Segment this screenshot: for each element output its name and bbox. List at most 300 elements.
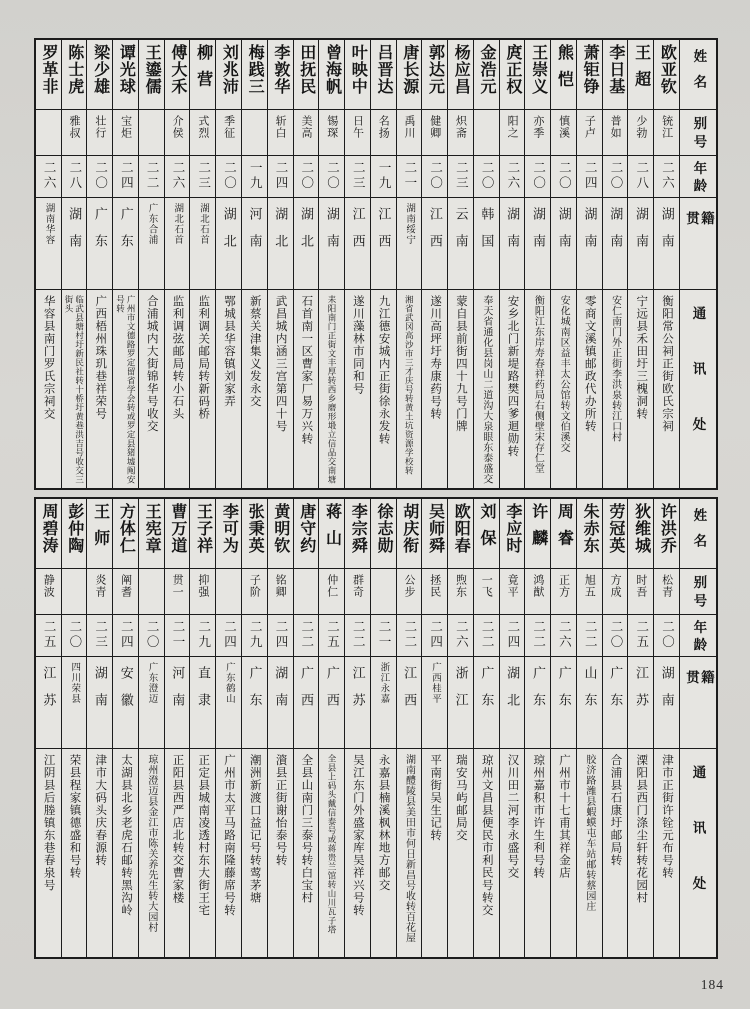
alias-text: 介侯	[171, 115, 184, 139]
name-cell	[654, 40, 679, 110]
name-text: 王鎏儒	[143, 44, 161, 95]
name-cell	[525, 499, 550, 569]
age-cell	[165, 615, 190, 657]
alias-cell	[165, 569, 190, 615]
age-cell	[268, 615, 293, 657]
native-text: 四川荣县	[69, 662, 80, 704]
name-text: 刘保	[478, 503, 496, 556]
native-text: 河南	[170, 666, 186, 720]
name-cell	[397, 499, 422, 569]
address-text: 湖南醴陵县美田市何日新昌号收转百花屋	[403, 754, 415, 943]
native-text: 湖南绥宁	[404, 203, 415, 245]
age-cell	[242, 615, 267, 657]
address-cell	[371, 749, 396, 957]
native-cell	[551, 657, 576, 749]
name-text: 曾海帆	[323, 44, 341, 95]
age-text: 二〇	[145, 620, 160, 650]
alias-text: 群奇	[351, 574, 364, 598]
alias-cell	[190, 569, 215, 615]
directory-table-top	[34, 38, 718, 490]
alias-cell	[113, 110, 138, 156]
name-cell	[551, 499, 576, 569]
age-text: 二三	[93, 620, 108, 650]
entry-column	[396, 40, 422, 488]
name-text: 方体仁	[117, 503, 135, 554]
age-cell	[577, 156, 602, 198]
alias-text: 壮行	[93, 115, 106, 139]
address-cell	[371, 290, 396, 488]
address-text: 太湖县北乡老虎石邮转黑沟岭	[119, 754, 132, 917]
native-cell	[654, 657, 679, 749]
address-cell	[139, 290, 164, 488]
native-text: 湖北	[273, 207, 289, 261]
entry-column	[421, 499, 447, 957]
address-cell	[654, 290, 679, 488]
name-text: 王超	[632, 44, 650, 97]
alias-text: 煦东	[454, 574, 467, 598]
alias-text: 铭卿	[274, 574, 287, 598]
name-cell	[319, 40, 344, 110]
address-cell	[113, 290, 138, 488]
alias-text: 仲仁	[325, 574, 338, 598]
alias-text: 美高	[299, 115, 312, 139]
native-text: 江西	[350, 207, 366, 261]
alias-cell	[654, 110, 679, 156]
header-column	[679, 40, 716, 488]
name-cell	[36, 499, 61, 569]
native-cell	[500, 198, 525, 290]
entry-column	[576, 499, 602, 957]
age-text: 二五	[634, 620, 649, 650]
entry-column	[550, 40, 576, 488]
alias-cell	[139, 569, 164, 615]
entry-column	[189, 499, 215, 957]
native-text: 山东	[582, 666, 598, 720]
name-cell	[628, 40, 653, 110]
name-cell	[474, 499, 499, 569]
native-text: 湖南华容	[43, 203, 54, 245]
native-cell	[603, 657, 628, 749]
native-cell	[268, 657, 293, 749]
address-text: 荣县程家镇德盛和号转	[68, 754, 81, 879]
alias-text: 炽斋	[454, 115, 467, 139]
name-text: 周碧涛	[40, 503, 58, 554]
native-text: 湖北石首	[198, 203, 209, 245]
alias-text: 普如	[609, 115, 622, 139]
address-text: 广州市文德路罗定留省学会转或罗定县猪墟阄安号转	[115, 295, 137, 484]
native-text: 广东	[479, 666, 495, 720]
address-cell	[474, 290, 499, 488]
address-text: 津市正街许铨元布号转	[661, 754, 674, 879]
address-cell	[551, 290, 576, 488]
entry-column	[524, 40, 550, 488]
native-text: 湖南	[556, 207, 572, 261]
native-cell	[525, 657, 550, 749]
alias-cell	[603, 110, 628, 156]
age-text: 二三	[196, 161, 211, 191]
entry-column	[61, 40, 87, 488]
age-text: 二〇	[299, 161, 314, 191]
address-text: 琼州澄迈县金江市陈关养先生转大园村	[145, 754, 157, 933]
age-text: 二一	[377, 620, 392, 650]
entry-column	[86, 40, 112, 488]
address-cell	[500, 749, 525, 957]
alias-cell	[319, 569, 344, 615]
alias-cell	[216, 569, 241, 615]
age-cell	[87, 156, 112, 198]
native-cell	[294, 198, 319, 290]
age-text: 二四	[583, 161, 598, 191]
native-text: 广东	[608, 666, 624, 720]
age-cell	[113, 615, 138, 657]
entry-column	[653, 499, 679, 957]
age-text: 二二	[583, 620, 598, 650]
address-cell	[165, 749, 190, 957]
address-text: 永嘉县楠溪枫林地方邮交	[377, 754, 390, 892]
native-text: 江西	[427, 207, 443, 261]
alias-text: 竟平	[506, 574, 519, 598]
name-cell	[216, 40, 241, 110]
entry-column	[267, 40, 293, 488]
address-cell	[500, 290, 525, 488]
name-cell	[165, 499, 190, 569]
address-text: 新蔡关津集义发永交	[248, 295, 261, 408]
native-cell	[654, 198, 679, 290]
entry-column	[36, 40, 61, 488]
name-cell	[345, 40, 370, 110]
alias-cell	[36, 569, 61, 615]
native-cell	[216, 198, 241, 290]
name-text: 胡庆衔	[400, 503, 418, 554]
name-text: 王崇义	[529, 44, 547, 95]
age-text: 二二	[531, 620, 546, 650]
name-cell	[371, 499, 396, 569]
age-text: 二六	[660, 161, 675, 191]
name-text: 李敦华	[271, 44, 289, 95]
address-text: 潮洲新渡口益记号转莺茅塘	[248, 754, 261, 904]
address-cell	[628, 749, 653, 957]
age-cell	[448, 156, 473, 198]
alias-cell	[62, 569, 87, 615]
address-text: 全县山南门三泰号转白宝村	[300, 754, 313, 904]
native-cell	[319, 657, 344, 749]
alias-cell	[628, 110, 653, 156]
alias-cell	[371, 110, 396, 156]
age-text: 二四	[119, 620, 134, 650]
name-cell	[242, 40, 267, 110]
name-cell	[139, 40, 164, 110]
age-cell	[62, 156, 87, 198]
age-text: 二〇	[93, 161, 108, 191]
native-cell	[345, 657, 370, 749]
alias-cell	[113, 569, 138, 615]
name-text: 熊恺	[555, 44, 573, 97]
name-cell	[268, 499, 293, 569]
alias-text: 方成	[609, 574, 622, 598]
name-text: 萧钜铮	[581, 44, 599, 95]
native-cell	[345, 198, 370, 290]
name-cell	[654, 499, 679, 569]
name-text: 柳营	[194, 44, 212, 97]
native-text: 湖北石首	[172, 203, 183, 245]
alias-cell	[577, 569, 602, 615]
age-text: 二八	[67, 161, 82, 191]
name-text: 徐志勋	[374, 503, 392, 554]
native-cell	[448, 657, 473, 749]
alias-text: 锡琛	[325, 115, 338, 139]
name-cell	[87, 40, 112, 110]
native-text: 湖南	[582, 207, 598, 261]
name-cell	[87, 499, 112, 569]
header-age-cell	[680, 615, 716, 657]
native-text: 湖南	[67, 207, 83, 261]
age-cell	[500, 615, 525, 657]
native-cell	[165, 198, 190, 290]
alias-text: 少勃	[634, 115, 647, 139]
entry-column	[524, 499, 550, 957]
entry-column	[653, 40, 679, 488]
name-cell	[500, 40, 525, 110]
entry-column	[164, 499, 190, 957]
entry-column	[602, 40, 628, 488]
address-text: 瑞安马屿邮局交	[454, 754, 467, 842]
entry-column	[550, 499, 576, 957]
entry-column	[473, 40, 499, 488]
alias-cell	[551, 569, 576, 615]
address-cell	[525, 290, 550, 488]
page-number: 184	[700, 977, 724, 992]
age-cell	[216, 156, 241, 198]
alias-cell	[36, 110, 61, 156]
entry-column	[215, 40, 241, 488]
address-cell	[36, 290, 61, 488]
native-cell	[242, 198, 267, 290]
address-cell	[242, 749, 267, 957]
native-text: 湖南	[505, 207, 521, 261]
name-cell	[577, 499, 602, 569]
age-text: 二〇	[531, 161, 546, 191]
native-text: 湖南	[634, 207, 649, 261]
native-cell	[139, 657, 164, 749]
name-text: 梅践三	[246, 44, 264, 95]
name-text: 李可为	[220, 503, 238, 554]
address-text: 鄂城县华容镇刘家弄	[223, 295, 236, 408]
native-text: 广东	[92, 207, 108, 261]
alias-cell	[525, 110, 550, 156]
native-text: 广东	[530, 666, 546, 720]
header-native-label: 籍贯	[684, 211, 714, 253]
entry-column	[86, 499, 112, 957]
native-cell	[242, 657, 267, 749]
address-cell	[448, 290, 473, 488]
age-text: 二〇	[557, 161, 572, 191]
address-text: 衡阳江东岸寿春祥药局右侧壁宋存仁堂	[532, 295, 544, 474]
native-text: 直隶	[195, 666, 211, 720]
name-cell	[190, 40, 215, 110]
alias-cell	[62, 110, 87, 156]
native-cell	[628, 198, 653, 290]
name-cell	[268, 40, 293, 110]
entry-column	[473, 499, 499, 957]
entry-column	[138, 40, 164, 488]
age-cell	[371, 615, 396, 657]
age-cell	[345, 156, 370, 198]
alias-cell	[448, 110, 473, 156]
address-text: 华容县南门罗氏宗祠交	[42, 295, 55, 420]
name-cell	[551, 40, 576, 110]
alias-text: 式烈	[196, 115, 209, 139]
alias-cell	[628, 569, 653, 615]
address-cell	[216, 749, 241, 957]
native-cell	[551, 198, 576, 290]
name-text: 蒋山	[323, 503, 341, 556]
native-cell	[113, 198, 138, 290]
alias-cell	[242, 569, 267, 615]
native-cell	[190, 657, 215, 749]
address-cell	[216, 290, 241, 488]
address-text: 遂川藻林市同和号	[351, 295, 364, 395]
name-text: 唐长源	[400, 44, 418, 95]
address-cell	[190, 749, 215, 957]
address-text: 零商文溪镇邮政代办所转	[583, 295, 596, 433]
age-text: 二四	[274, 161, 288, 191]
address-cell	[268, 749, 293, 957]
name-text: 曹万道	[168, 503, 186, 554]
name-text: 周睿	[555, 503, 573, 556]
address-cell	[603, 290, 628, 488]
alias-cell	[371, 569, 396, 615]
native-text: 湖南	[273, 666, 289, 720]
age-cell	[422, 156, 447, 198]
address-cell	[422, 749, 447, 957]
age-cell	[448, 615, 473, 657]
age-cell	[551, 156, 576, 198]
alias-text: 子卢	[583, 115, 596, 139]
age-text: 二六	[42, 161, 57, 191]
alias-text: 时吾	[634, 574, 647, 598]
age-cell	[422, 615, 447, 657]
native-text: 湖北	[221, 207, 237, 261]
address-text: 琼州嘉积市许生利号转	[532, 754, 545, 879]
native-cell	[525, 198, 550, 290]
address-cell	[87, 290, 112, 488]
alias-cell	[165, 110, 190, 156]
alias-cell	[345, 110, 370, 156]
alias-cell	[87, 110, 112, 156]
address-text: 吴江东门外盛家库吴祥兴号转	[351, 754, 364, 917]
native-cell	[577, 198, 602, 290]
header-age-label: 年龄	[691, 620, 707, 655]
age-cell	[36, 156, 61, 198]
alias-cell	[216, 110, 241, 156]
alias-text: 正方	[557, 574, 570, 598]
entry-column	[447, 499, 473, 957]
name-text: 金浩元	[478, 44, 496, 95]
entry-column	[396, 499, 422, 957]
entry-column	[189, 40, 215, 488]
alias-text: 松青	[660, 574, 673, 598]
native-text: 湖南	[324, 207, 340, 261]
native-text: 江苏	[350, 666, 366, 720]
age-text: 一九	[248, 161, 263, 191]
alias-cell	[654, 569, 679, 615]
address-text: 安化城南区益丰太公馆转文伯溪交	[558, 295, 570, 453]
entry-column	[447, 40, 473, 488]
age-cell	[525, 615, 550, 657]
name-cell	[139, 499, 164, 569]
age-cell	[577, 615, 602, 657]
name-cell	[319, 499, 344, 569]
name-cell	[242, 499, 267, 569]
name-cell	[294, 499, 319, 569]
header-native-label: 籍贯	[684, 670, 714, 712]
age-cell	[190, 156, 215, 198]
address-text: 胶济路潍县蝦蟆屯车站邮转蔡园庄	[583, 754, 595, 912]
address-cell	[139, 749, 164, 957]
alias-cell	[525, 569, 550, 615]
header-age-cell	[680, 156, 716, 198]
alias-cell	[345, 569, 370, 615]
name-text: 朱赤东	[581, 503, 599, 554]
address-cell	[525, 749, 550, 957]
alias-cell	[474, 110, 499, 156]
name-cell	[216, 499, 241, 569]
address-cell	[577, 290, 602, 488]
native-text: 浙江永嘉	[378, 662, 389, 704]
native-text: 浙江	[453, 666, 469, 720]
alias-cell	[268, 569, 293, 615]
native-cell	[165, 657, 190, 749]
age-cell	[371, 156, 396, 198]
age-text: 二〇	[428, 161, 443, 191]
header-native-cell	[680, 198, 716, 290]
entry-column	[576, 40, 602, 488]
address-text: 津市大码头庆春源转	[94, 754, 107, 867]
alias-cell	[268, 110, 293, 156]
address-cell	[62, 290, 87, 488]
entry-column	[267, 499, 293, 957]
age-text: 二八	[634, 161, 649, 191]
age-text: 二三	[454, 161, 469, 191]
address-text: 九江德安城内正街徐永发转	[377, 295, 390, 445]
address-text: 广州市十七甫其祥金店	[557, 754, 570, 879]
name-cell	[603, 499, 628, 569]
age-cell	[294, 615, 319, 657]
alias-text: 日午	[351, 115, 364, 139]
age-text: 二一	[402, 161, 417, 191]
native-text: 广东	[247, 666, 263, 720]
name-text: 吕晋达	[374, 44, 392, 95]
name-text: 李宗舜	[349, 503, 367, 554]
age-cell	[268, 156, 293, 198]
alias-cell	[294, 110, 319, 156]
age-cell	[654, 156, 679, 198]
alias-text: 公步	[403, 574, 415, 598]
alias-cell	[603, 569, 628, 615]
age-cell	[216, 615, 241, 657]
name-text: 杨应昌	[452, 44, 470, 95]
native-cell	[422, 198, 447, 290]
alias-cell	[422, 569, 447, 615]
entry-column	[164, 40, 190, 488]
address-text: 武昌城内涵三宫第四十号	[274, 295, 287, 433]
alias-cell	[190, 110, 215, 156]
alias-text: 鸿猷	[531, 574, 544, 598]
native-text: 江西	[402, 666, 418, 720]
entry-column	[112, 499, 138, 957]
name-text: 庹正权	[503, 44, 521, 95]
name-cell	[448, 499, 473, 569]
